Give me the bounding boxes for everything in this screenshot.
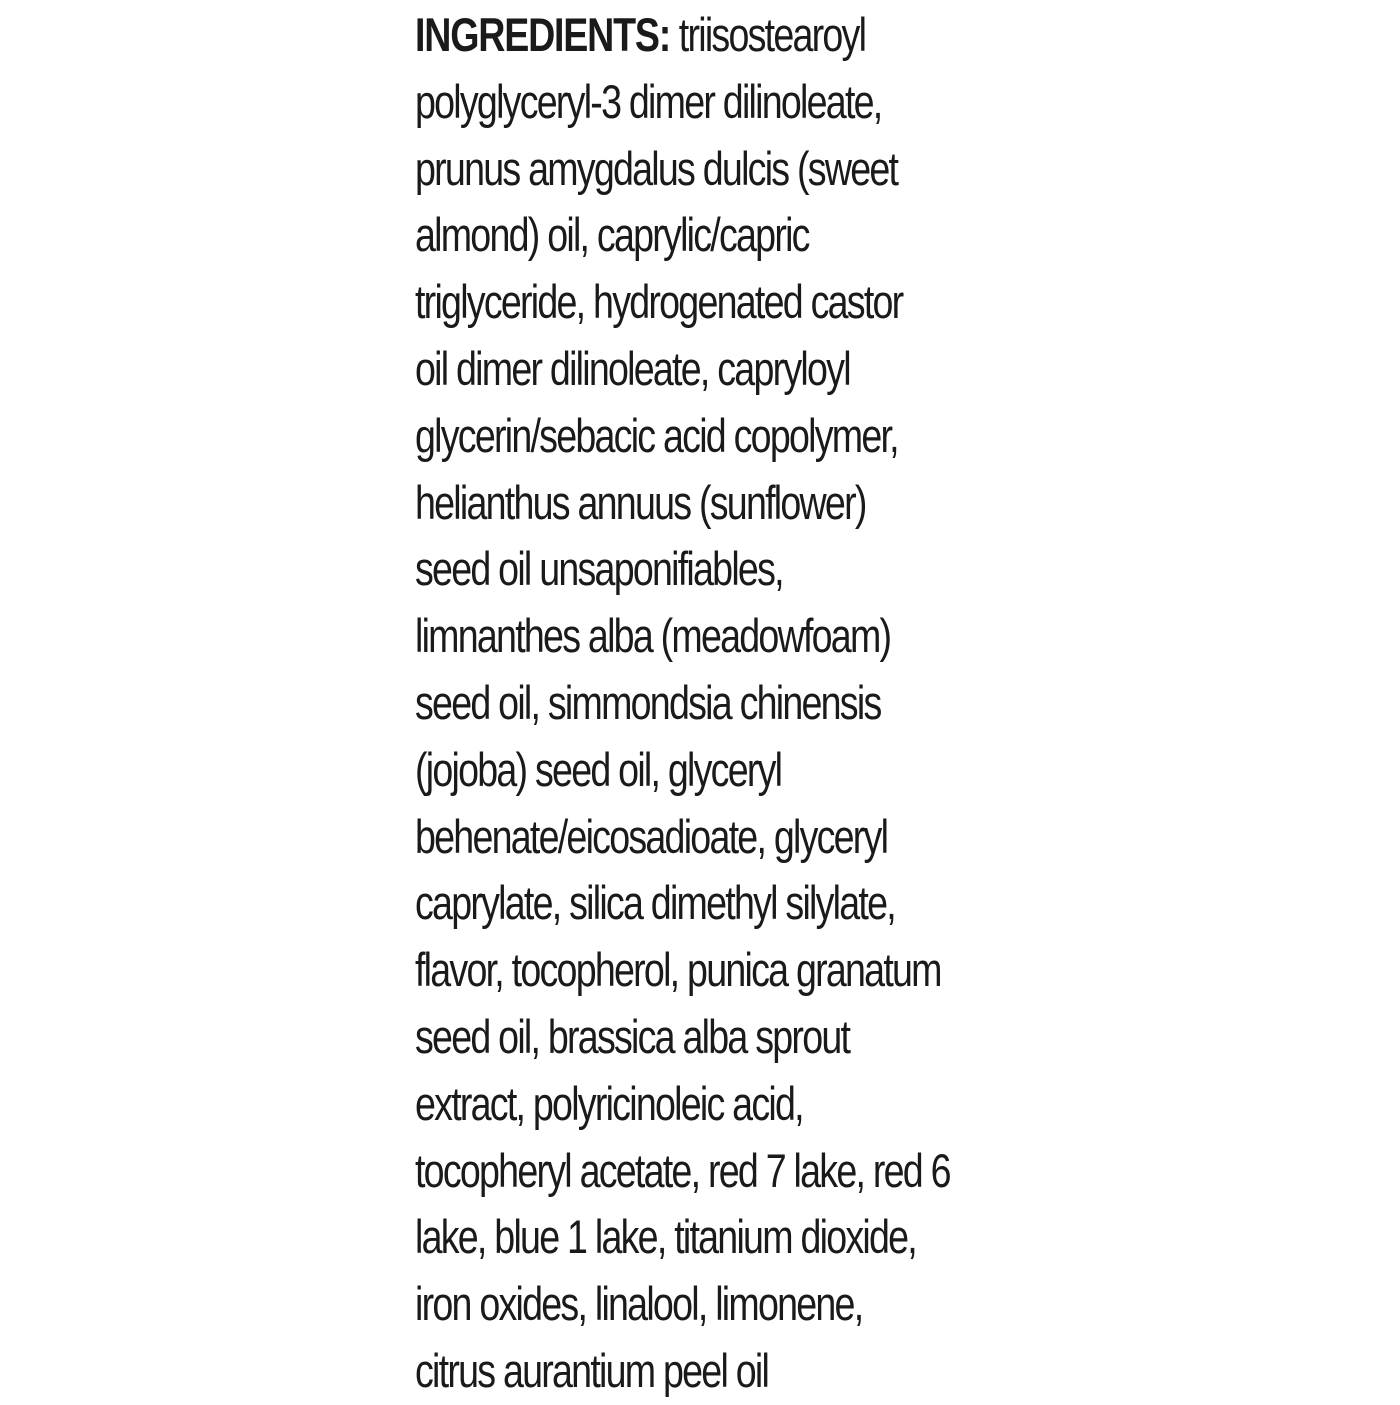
ingredients-line: caprylate, silica dimethyl silylate, bbox=[415, 876, 895, 930]
ingredients-text: triisostearoyl bbox=[678, 8, 866, 61]
ingredients-line: polyglyceryl-3 dimer dilinoleate, bbox=[415, 74, 882, 128]
ingredients-line: helianthus annuus (sunflower) bbox=[415, 475, 866, 529]
ingredients-line: extract, polyricinoleic acid, bbox=[415, 1076, 803, 1130]
ingredients-line: almond) oil, caprylic/capric bbox=[415, 208, 809, 262]
ingredients-line bbox=[415, 2, 895, 69]
ingredients-line: prunus amygdalus dulcis (sweet bbox=[415, 141, 898, 195]
ingredients-line: seed oil, simmondsia chinensis bbox=[415, 675, 881, 729]
ingredients-line: glycerin/sebacic acid copolymer, bbox=[415, 408, 898, 462]
ingredients-line: seed oil unsaponifiables, bbox=[415, 542, 783, 596]
ingredients-line: behenate/eicosadioate, glyceryl bbox=[415, 809, 888, 863]
ingredients-line: (jojoba) seed oil, glyceryl bbox=[415, 742, 782, 796]
ingredients-heading: INGREDIENTS: bbox=[415, 8, 671, 61]
ingredients-line: tocopheryl acetate, red 7 lake, red 6 bbox=[415, 1143, 950, 1197]
ingredients-line: flavor, tocopherol, punica granatum bbox=[415, 943, 941, 997]
ingredients-line: lake, blue 1 lake, titanium dioxide, bbox=[415, 1210, 916, 1264]
ingredients-line: iron oxides, linalool, limonene, bbox=[415, 1277, 863, 1331]
ingredients-line: oil dimer dilinoleate, capryloyl bbox=[415, 341, 850, 395]
ingredients-line: citrus aurantium peel oil bbox=[415, 1343, 769, 1397]
ingredients-line: seed oil, brassica alba sprout bbox=[415, 1009, 850, 1063]
ingredients-line: triglyceride, hydrogenated castor bbox=[415, 275, 903, 329]
ingredients-panel bbox=[415, 2, 1015, 1405]
ingredients-line: limnanthes alba (meadowfoam) bbox=[415, 609, 891, 663]
